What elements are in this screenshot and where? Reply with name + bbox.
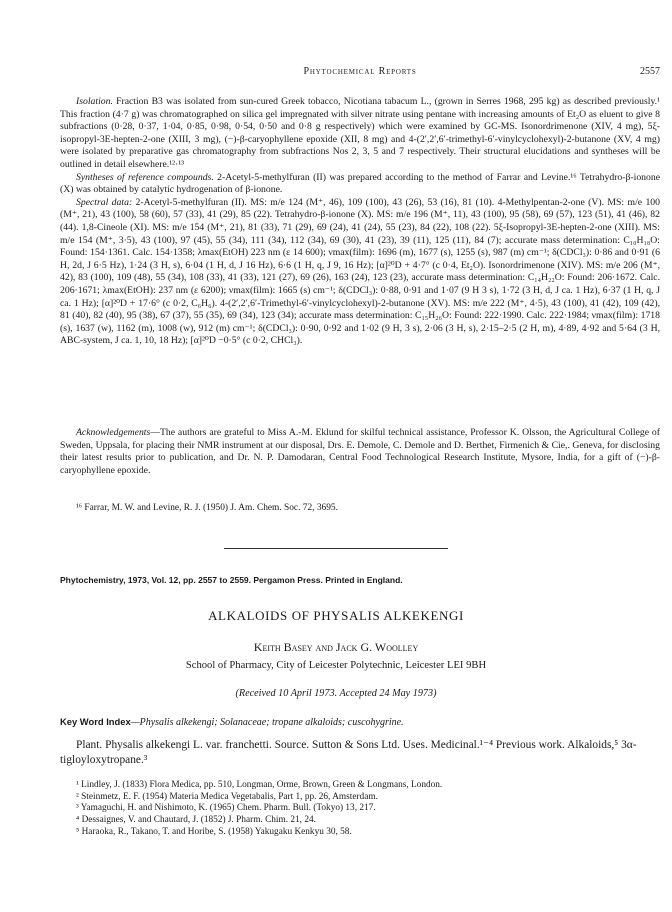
journal-citation-line: Phytochemistry, 1973, Vol. 12, pp. 2557 to 2559. Pergamon Press. Printed in England. (60, 575, 403, 585)
syntheses-paragraph (60, 172, 660, 197)
plant-description (60, 738, 660, 767)
spectral-heading: Spectral data: (76, 196, 133, 208)
section-divider (224, 548, 448, 549)
syntheses-heading: Syntheses of reference compounds. (76, 171, 214, 183)
acknowledgements-text: —The authors are grateful to Miss A.-M. Eklund for skilful technical assistance, Professor K. Olsson, the Agricultural College of Sweden, Uppsala, for placing their NMR instrument at our disposal, Drs. E. Demole, C. Demole and D. Berthet, Firmenich & Cie,. Geneva, for disclosing their latest results prior to publication, and Dr. N. P. Damodaran, Central Food Technological Research Institute, Mysore, India, for a gift of (−)-β-caryophyllene epoxide. (60, 427, 660, 476)
syntheses-text: 2-Acetyl-5-methylfuran (II) was prepared according to the method of Farrar and Levine.¹⁶ Tetrahydro-β-ionone (X) was obtained by catalytic hydrogenation of β-ionone. (60, 171, 660, 196)
reference-item: ⁵ Haraoka, R., Takano, T. and Horibe, S. (1958) Yakugaku Kenkyu 30, 58. (76, 826, 352, 837)
acknowledgements-heading: Acknowledgements (76, 427, 151, 438)
reference-list (76, 780, 660, 839)
isolation-text: Fraction B3 was isolated from sun-cured Greek tobacco, Nicotiana tabacum L., (grown in Serres 1968, 295 kg) as described previously.¹ This fraction (4·7 g) was chromatographed on silica gel impregnated with silver nitrate using pentane with increasing amounts of Et₂O as eluent to give 8 subfractions (0·28, 0·37, 1·04, 0·85, 0·98, 0·54, 0·50 and 0·8 g respectively) which were examined by GC-MS. Isonordrimenone (XIV, 4 mg), 5ξ-isopropyl-3E-hepten-2-one (XIII, 3 mg), (−)-β-caryophyllene epoxide (XII, 8 mg) and 4-(2′,2′,6′-trimethyl-6′-vinylcyclohexyl)-2-butanone (XV, 4 mg) were isolated by preparative gas chromatography from subfractions Nos 2, 3, 5 and 7 respectively. Their structural elucidations and syntheses will be outlined in detail elsewhere.¹²·¹³ (60, 96, 660, 170)
footnote-16: ¹⁶ Farrar, M. W. and Levine, R. J. (1950) J. Am. Chem. Soc. 72, 3695. (76, 503, 338, 513)
keyword-index (60, 716, 660, 728)
reference-item: ³ Yamaguchi, H. and Nishimoto, K. (1965) Chem. Pharm. Bull. (Tokyo) 13, 217. (76, 803, 376, 814)
spectral-paragraph (60, 197, 660, 348)
keyword-index-text: —Physalis alkekengi; Solanaceae; tropane alkaloids; cuscohygrine. (130, 717, 404, 728)
acknowledgements-paragraph (60, 427, 660, 477)
received-dates: (Received 10 April 1973. Accepted 24 May 1973) (235, 688, 437, 699)
reference-item: ² Steinmetz, E. F. (1954) Materia Medica Vegetabalis, Part 1, pp. 26, Amsterdam. (76, 791, 378, 802)
running-head: Phytochemical Reports (303, 66, 417, 77)
page-header (60, 66, 660, 80)
author-affiliation: School of Pharmacy, City of Leicester Polytechnic, Leicester LEI 9BH (185, 660, 487, 671)
article-title: ALKALOIDS OF PHYSALIS ALKEKENGI (208, 608, 464, 623)
keyword-index-label: Key Word Index (60, 716, 131, 727)
isolation-heading: Isolation. (76, 96, 113, 107)
isolation-paragraph (60, 96, 660, 172)
experimental-section (60, 96, 660, 348)
reference-item: ¹ Lindley, J. (1833) Flora Medica, pp. 510, Longman, Orme, Brown, Green & Longmans, London. (76, 780, 443, 790)
page-number: 2557 (640, 66, 660, 77)
spectral-text: 2-Acetyl-5-methylfuran (II). MS: m/e 124 (M⁺, 46), 109 (100), 43 (26), 53 (16), 81 (10). 4-Methylpentan-2-one (V). MS: m/e 100 (M⁺, 21), 43 (100), 58 (60), 57 (33), 41 (29), 85 (22). Tetrahydro-β-ionone (X). MS: m/e 196 (M⁺, 11), 43 (100), 95 (58), 69 (57), 123 (51), 41 (46), 82 (44). 1,8-Cineole (XI). MS: m/e 154 (M⁺, 21), 81 (33), 71 (29), 69 (24), 41 (24), 55 (23), 84 (22), 108 (22). 5ξ-Isopropyl-3E-hepten-2-one (XIII). MS: m/e 154 (M⁺, 3·5), 43 (100), 97 (45), 55 (34), 111 (34), 112 (34), 69 (30), 41 (23), 39 (11), 125 (11), 84 (7); accurate mass determination: C₁₀H₁₈O: Found: 154·1361. Calc. 154·1358; λmax(EtOH) 223 nm (ε 14 600); νmax(film): 1696 (m), 1677 (s), 1255 (s), 987 (m) cm⁻¹; δ(CDCl₃): 0·86 and 0·91 (6 H, 2d, J 6·5 Hz), 1·24 (3 H, s), 6·04 (1 H, d, J 16 Hz), 6·6 (1 H, q, J 9, 16 Hz); [α]²⁰D + 4·7° (c 0·4, Et₂O). Isonordrimenone (XIV). MS: m/e 206 (M⁺, 42), 83 (100), 109 (48), 55 (34), 108 (33), 41 (33), 121 (27), 69 (26), 163 (24), 123 (23), accurate mass determination: C₁₄H₂₂O: Found: 206·1672. Calc. 206·1671; λmax(EtOH): 237 nm (ε 6200); νmax(film): 1665 (s) cm⁻¹; δ(CDCl₃): 0·88, 0·91 and 1·07 (9 H 3 s), 1·72 (3 H, d, J ca. 1 Hz), 6·37 (1 H, q, J ca. 1 Hz); [α]²⁰D + 17·6° (c 0·2, C₆H₆). 4-(2′,2′,6′-Trimethyl-6′-vinylcyclohexyl)-2-butanone (XV). MS: m/e 222 (M⁺, 4·5), 43 (100), 41 (42), 109 (42), 81 (40), 82 (40), 95 (38), 67 (37), 55 (35), 69 (34), 123 (34); accurate mass determination: C₁₅H₂₆O: Found: 222·1990. Calc. 222·1984; νmax(film): 1718 (s), 1637 (w), 1162 (m), 1008 (w), 912 (m) cm⁻¹; δ(CDCl₃): 0·90, 0·92 and 1·02 (9 H, 3 s), 2·06 (3 H, s), 2·15–2·5 (2 H, m), 4·89, 4·92 and 5·64 (3 H, ABC-system, J ca. 1, 10, 18 Hz); [α]²⁰D −0·5° (c 0·2, CHCl₃). (60, 196, 660, 347)
acknowledgements-section (60, 427, 660, 477)
plant-paragraph: Plant. Physalis alkekengi L. var. franchetti. Source. Sutton & Sons Ltd. Uses. Medicinal.¹⁻⁴ Previous work. Alkaloids,⁵ 3α-tigloyloxytropane.³ (60, 739, 637, 766)
reference-item: ⁴ Dessaignes, V. and Chautard, J. (1852) J. Pharm. Chim. 21, 24. (76, 815, 316, 826)
article-authors: Keith Basey and Jack G. Woolley (253, 640, 419, 654)
